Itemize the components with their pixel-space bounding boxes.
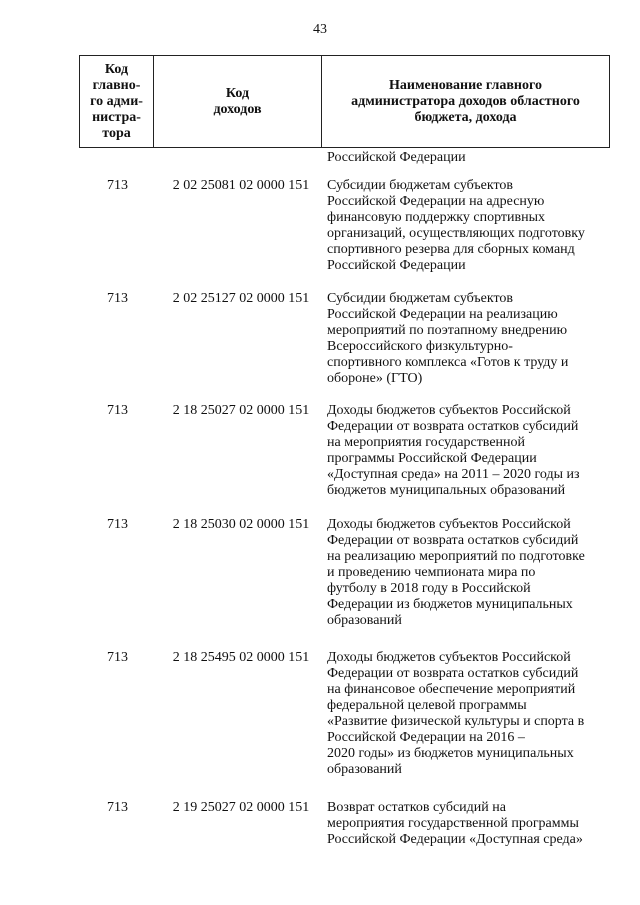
table-header	[79, 55, 610, 148]
header-admin-code	[80, 56, 153, 147]
row-admin-code: 713	[107, 291, 128, 306]
row-name: Субсидии бюджетам субъектов Российской Федерации на адресную финансовую поддержку спортивных организаций, осуществляющих подготовку спортивного резерва для сборных команд Российской Федерации	[327, 178, 585, 273]
row-name: Доходы бюджетов субъектов Российской Федерации от возврата остатков субсидий на реализацию мероприятий по подготовке и проведению чемпионата мира по футболу в 2018 году в Российской Федерации из бюджетов муниципальных образований	[327, 517, 585, 628]
table-body	[79, 178, 610, 856]
row-income-code: 2 18 25027 02 0000 151	[172, 403, 310, 418]
header-income-code	[153, 56, 321, 147]
row-admin-code: 713	[107, 403, 128, 418]
page-number: 43	[313, 22, 327, 37]
row-income-code: 2 18 25495 02 0000 151	[172, 650, 310, 665]
row-name: Доходы бюджетов субъектов Российской Федерации от возврата остатков субсидий на мероприятия государственной программы Российской Федерации «Доступная среда» на 2011 – 2020 годы из бюджетов муниципальных образований	[327, 403, 580, 498]
header-name-text: Наименование главного администратора доходов областного бюджета, дохода	[351, 77, 580, 125]
row-income-code: 2 02 25081 02 0000 151	[172, 178, 310, 193]
row-income-code: 2 18 25030 02 0000 151	[172, 517, 310, 532]
table-row	[79, 650, 610, 800]
table-row	[79, 178, 610, 291]
table-row	[79, 403, 610, 517]
table-row	[79, 291, 610, 403]
row-income-code: 2 02 25127 02 0000 151	[172, 291, 310, 306]
row-admin-code: 713	[107, 800, 128, 815]
row-admin-code: 713	[107, 178, 128, 193]
header-admin-code-text: Код главно- го адми- нистра- тора	[90, 61, 143, 141]
continuation-text: Российской Федерации	[327, 150, 466, 165]
row-income-code: 2 19 25027 02 0000 151	[172, 800, 310, 815]
row-name: Возврат остатков субсидий на мероприятия государственной программы Российской Федерации «Доступная среда»	[327, 800, 583, 847]
table-row	[79, 800, 610, 856]
header-name	[321, 56, 609, 147]
row-admin-code: 713	[107, 650, 128, 665]
table-row	[79, 517, 610, 650]
row-name: Субсидии бюджетам субъектов Российской Федерации на реализацию мероприятий по поэтапному внедрению Всероссийского физкультурно- спортивного комплекса «Готов к труду и обороне» (ГТО)	[327, 291, 569, 386]
row-admin-code: 713	[107, 517, 128, 532]
row-name: Доходы бюджетов субъектов Российской Федерации от возврата остатков субсидий на финансовое обеспечение мероприятий федеральной целевой программы «Развитие физической культуры и спорта в Российской Федерации на 2016 – 2020 годы» из бюджетов муниципальных образований	[327, 650, 585, 777]
header-income-code-text: Код доходов	[213, 85, 262, 117]
